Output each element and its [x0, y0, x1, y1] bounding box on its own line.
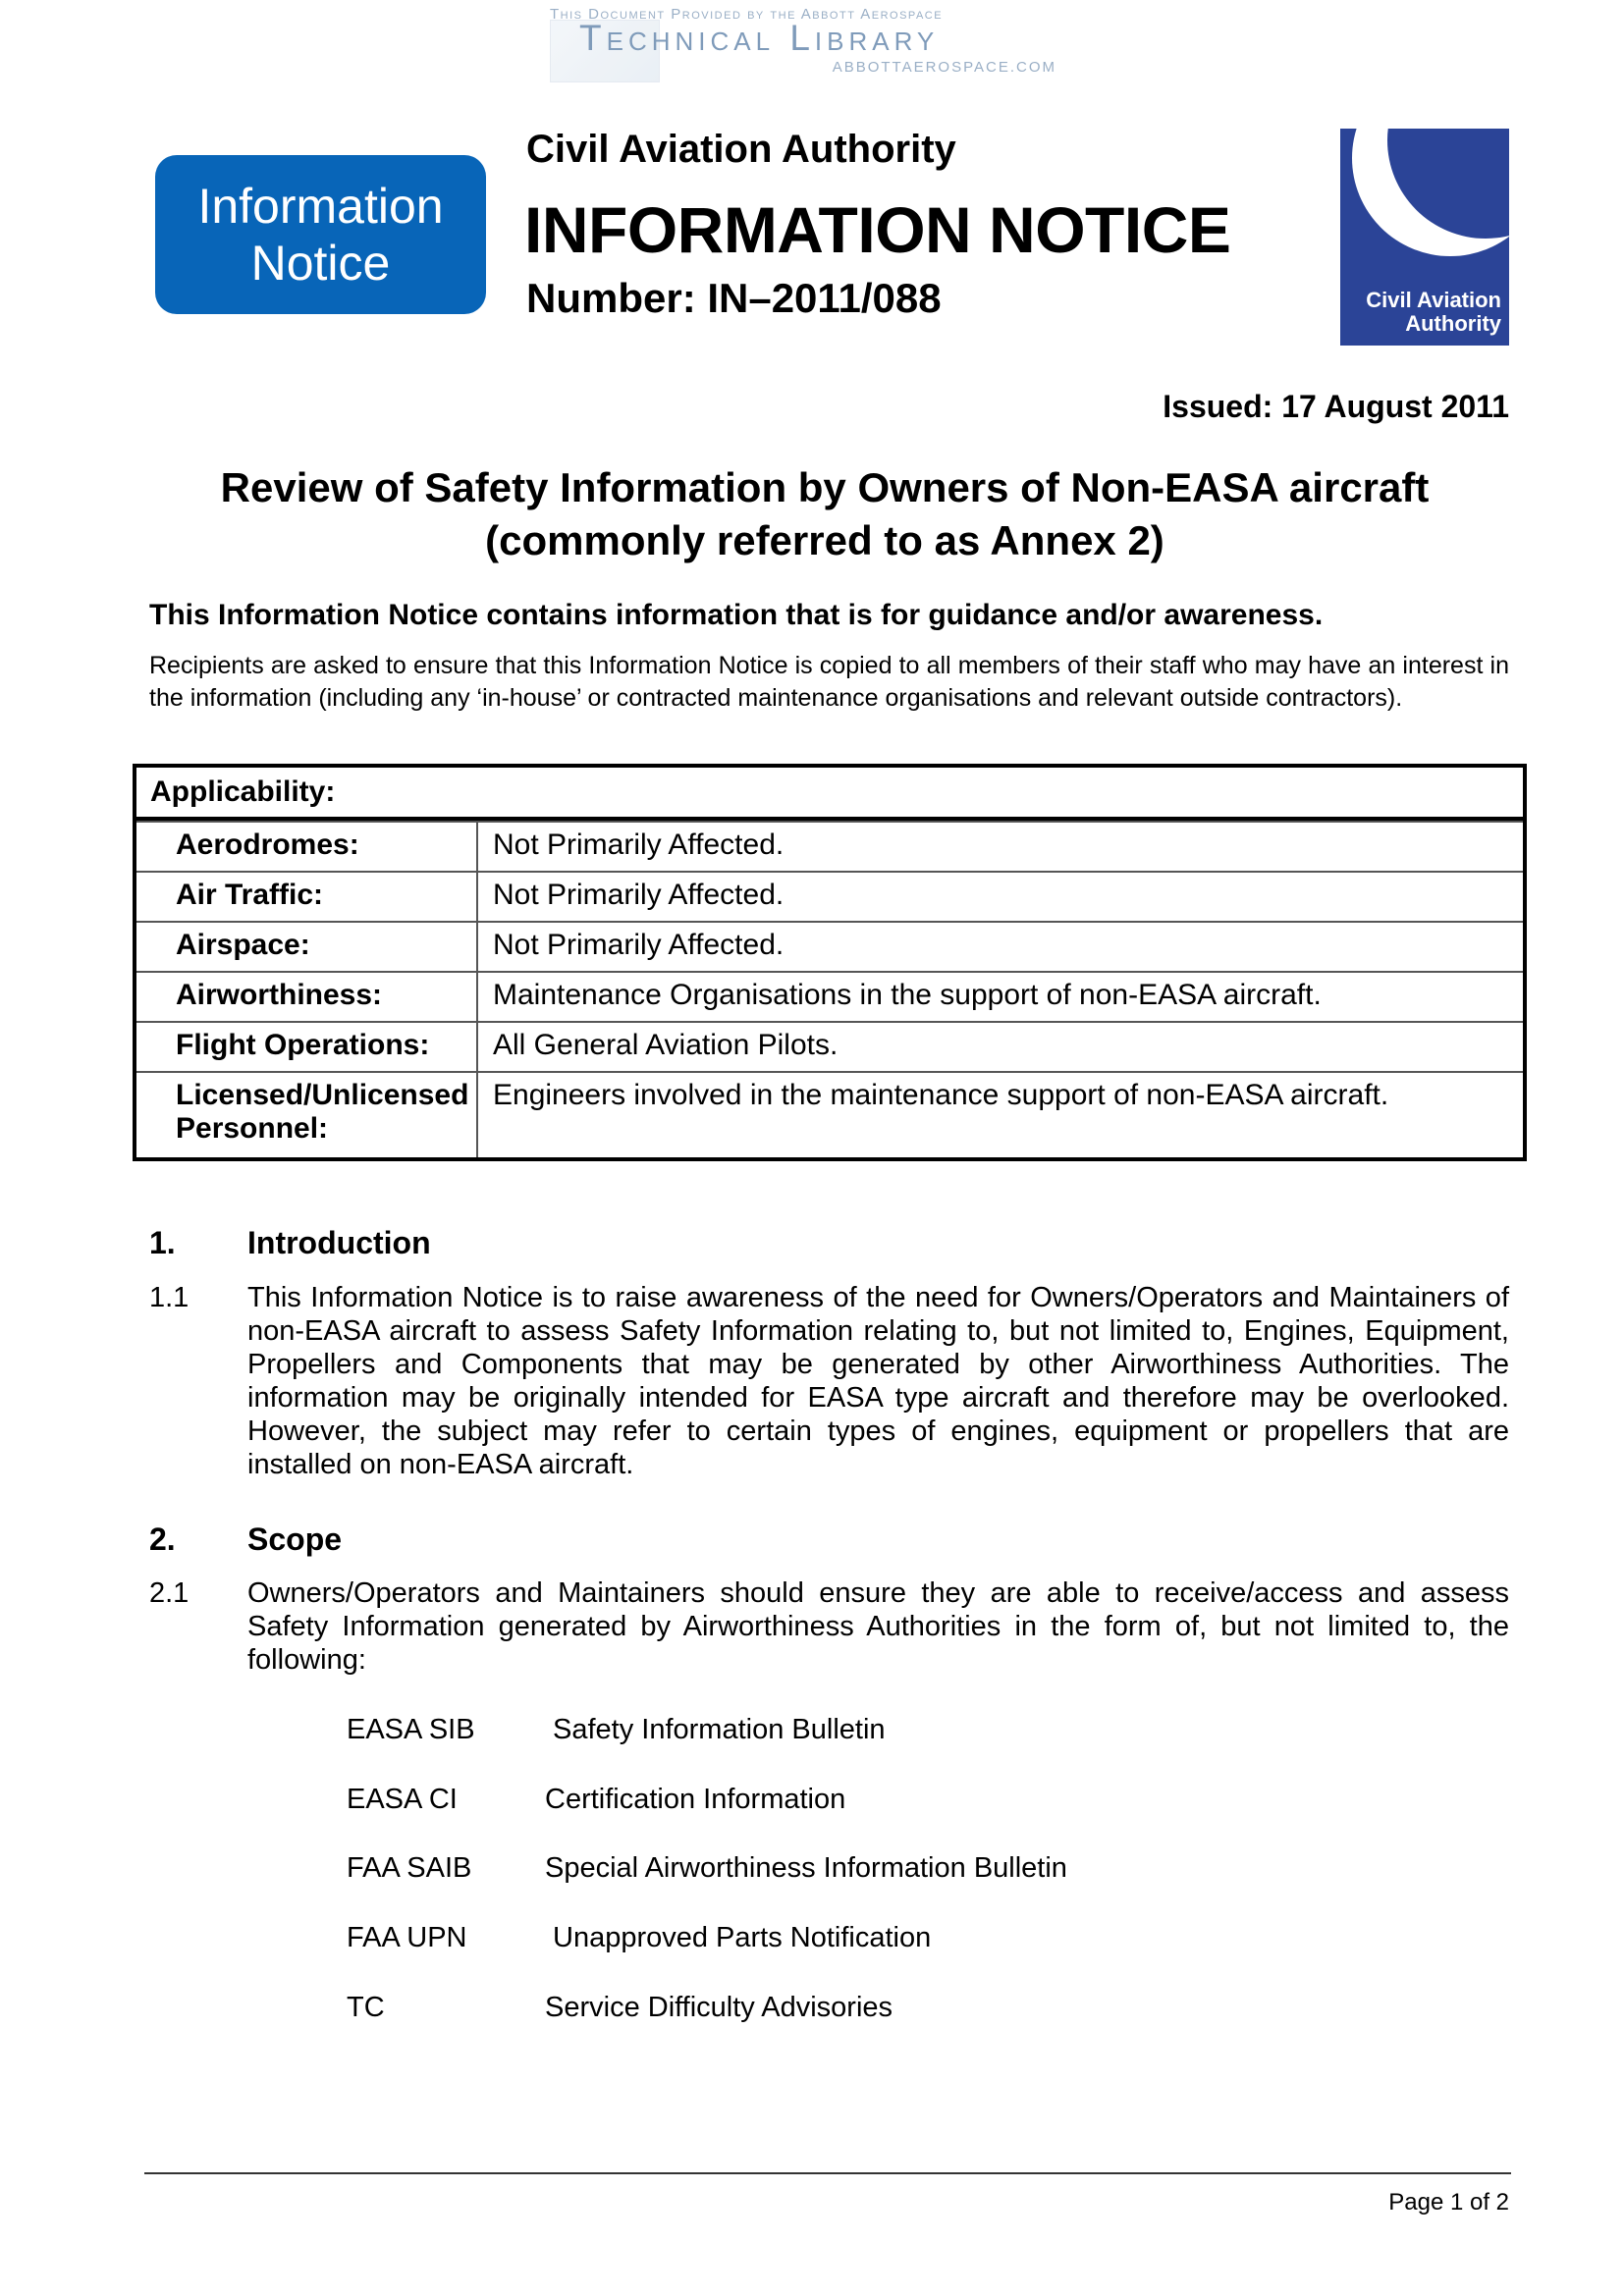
caa-logo	[1340, 129, 1509, 346]
list-item	[347, 1852, 1230, 1888]
section-number: 2.	[149, 1522, 176, 1557]
badge-line-2: Notice	[250, 236, 391, 291]
row-value: Not Primarily Affected.	[493, 828, 785, 861]
watermark-url: ABBOTTAEROSPACE.COM	[832, 59, 1056, 76]
logo-text-line-2: Authority	[1405, 311, 1501, 336]
list-item	[347, 1992, 1230, 2027]
page-number: Page 1 of 2	[1388, 2189, 1509, 2216]
row-value: Not Primarily Affected.	[493, 879, 785, 911]
list-item	[347, 1784, 1230, 1819]
info-type-abbr: EASA SIB	[347, 1714, 475, 1745]
paragraph-text: This Information Notice is to raise awareness of the need for Owners/Operators and Maintainers of non-EASA aircraft to assess Safety Information relating to, but not limited to, Engines, Equipment, Propellers and Components that may be generated by other Airworthiness Authorities. The information may be originally intended for EASA type aircraft and therefore may be overlooked. However, the subject may refer to certain types of engines, equipment or propellers that are installed on non-EASA aircraft.	[247, 1282, 1509, 1480]
guidance-note: This Information Notice contains information that is for guidance and/or awareness.	[149, 599, 1324, 631]
section-title: Scope	[247, 1522, 343, 1557]
list-item	[347, 1714, 1230, 1749]
applicability-table	[133, 764, 1527, 1161]
list-item	[347, 1922, 1230, 1957]
table-row	[136, 1021, 1523, 1071]
table-row	[136, 971, 1523, 1021]
section-heading-scope	[149, 1522, 738, 1561]
table-row	[136, 871, 1523, 921]
row-key: Flight Operations:	[136, 1023, 478, 1071]
organisation-name: Civil Aviation Authority	[526, 128, 956, 171]
logo-text-line-1: Civil Aviation	[1366, 288, 1501, 312]
section-number: 1.	[149, 1225, 176, 1260]
info-type-desc: Certification Information	[545, 1784, 846, 1815]
info-type-abbr: FAA UPN	[347, 1922, 467, 1953]
row-key: Licensed/Unlicensed Personnel:	[136, 1073, 478, 1157]
notice-number: Number: IN–2011/088	[526, 275, 942, 321]
info-type-desc: Safety Information Bulletin	[553, 1714, 886, 1745]
info-type-abbr: TC	[347, 1992, 385, 2023]
abbott-watermark	[550, 4, 1060, 80]
info-type-desc: Unapproved Parts Notification	[553, 1922, 932, 1953]
info-type-desc: Service Difficulty Advisories	[545, 1992, 893, 2023]
info-type-desc: Special Airworthiness Information Bulletin	[545, 1852, 1067, 1884]
row-key: Airspace:	[136, 923, 478, 971]
table-row	[136, 921, 1523, 971]
info-type-abbr: EASA CI	[347, 1784, 458, 1815]
row-value: Maintenance Organisations in the support of non-EASA aircraft.	[493, 979, 1322, 1011]
applicability-header: Applicability:	[136, 768, 1523, 821]
title-line-1: Review of Safety Information by Owners of Non-EASA aircraft	[220, 464, 1430, 510]
paragraph-2-1	[149, 1576, 1514, 1684]
badge-line-1: Information	[197, 179, 444, 234]
table-row	[136, 821, 1523, 871]
paragraph-number: 1.1	[149, 1282, 189, 1313]
row-value: Engineers involved in the maintenance support of non-EASA aircraft.	[493, 1079, 1389, 1111]
footer-divider	[144, 2172, 1511, 2174]
row-key: Aerodromes:	[136, 823, 478, 871]
row-key: Airworthiness:	[136, 973, 478, 1021]
logo-text	[1366, 289, 1501, 336]
row-value: Not Primarily Affected.	[493, 929, 785, 961]
title-line-2: (commonly referred to as Annex 2)	[485, 517, 1164, 563]
issued-date: Issued: 17 August 2011	[1163, 389, 1509, 424]
watermark-provided-by: This Document Provided by the Abbott Aerospace	[550, 6, 944, 23]
row-key: Air Traffic:	[136, 873, 478, 921]
paragraph-text: Owners/Operators and Maintainers should ensure they are able to receive/access and assess Safety Information generated by Airworthiness Authorities in the form of, but not limited to, the following:	[247, 1577, 1509, 1676]
paragraph-number: 2.1	[149, 1577, 189, 1609]
table-row	[136, 1071, 1523, 1157]
watermark-technical-library: Technical Library	[579, 18, 940, 58]
section-heading-introduction	[149, 1225, 738, 1264]
recipients-note: Recipients are asked to ensure that this Information Notice is copied to all members of their staff who may have an interest in the information (including any ‘in-house’ or contracted maintenance organisations and relevant outside contractors).	[149, 652, 1509, 712]
row-value: All General Aviation Pilots.	[493, 1029, 839, 1061]
section-title: Introduction	[247, 1225, 431, 1260]
notice-type-title: INFORMATION NOTICE	[524, 193, 1231, 266]
paragraph-1-1	[149, 1281, 1514, 1487]
document-title	[137, 461, 1512, 567]
info-type-abbr: FAA SAIB	[347, 1852, 472, 1884]
information-notice-badge	[155, 155, 486, 314]
